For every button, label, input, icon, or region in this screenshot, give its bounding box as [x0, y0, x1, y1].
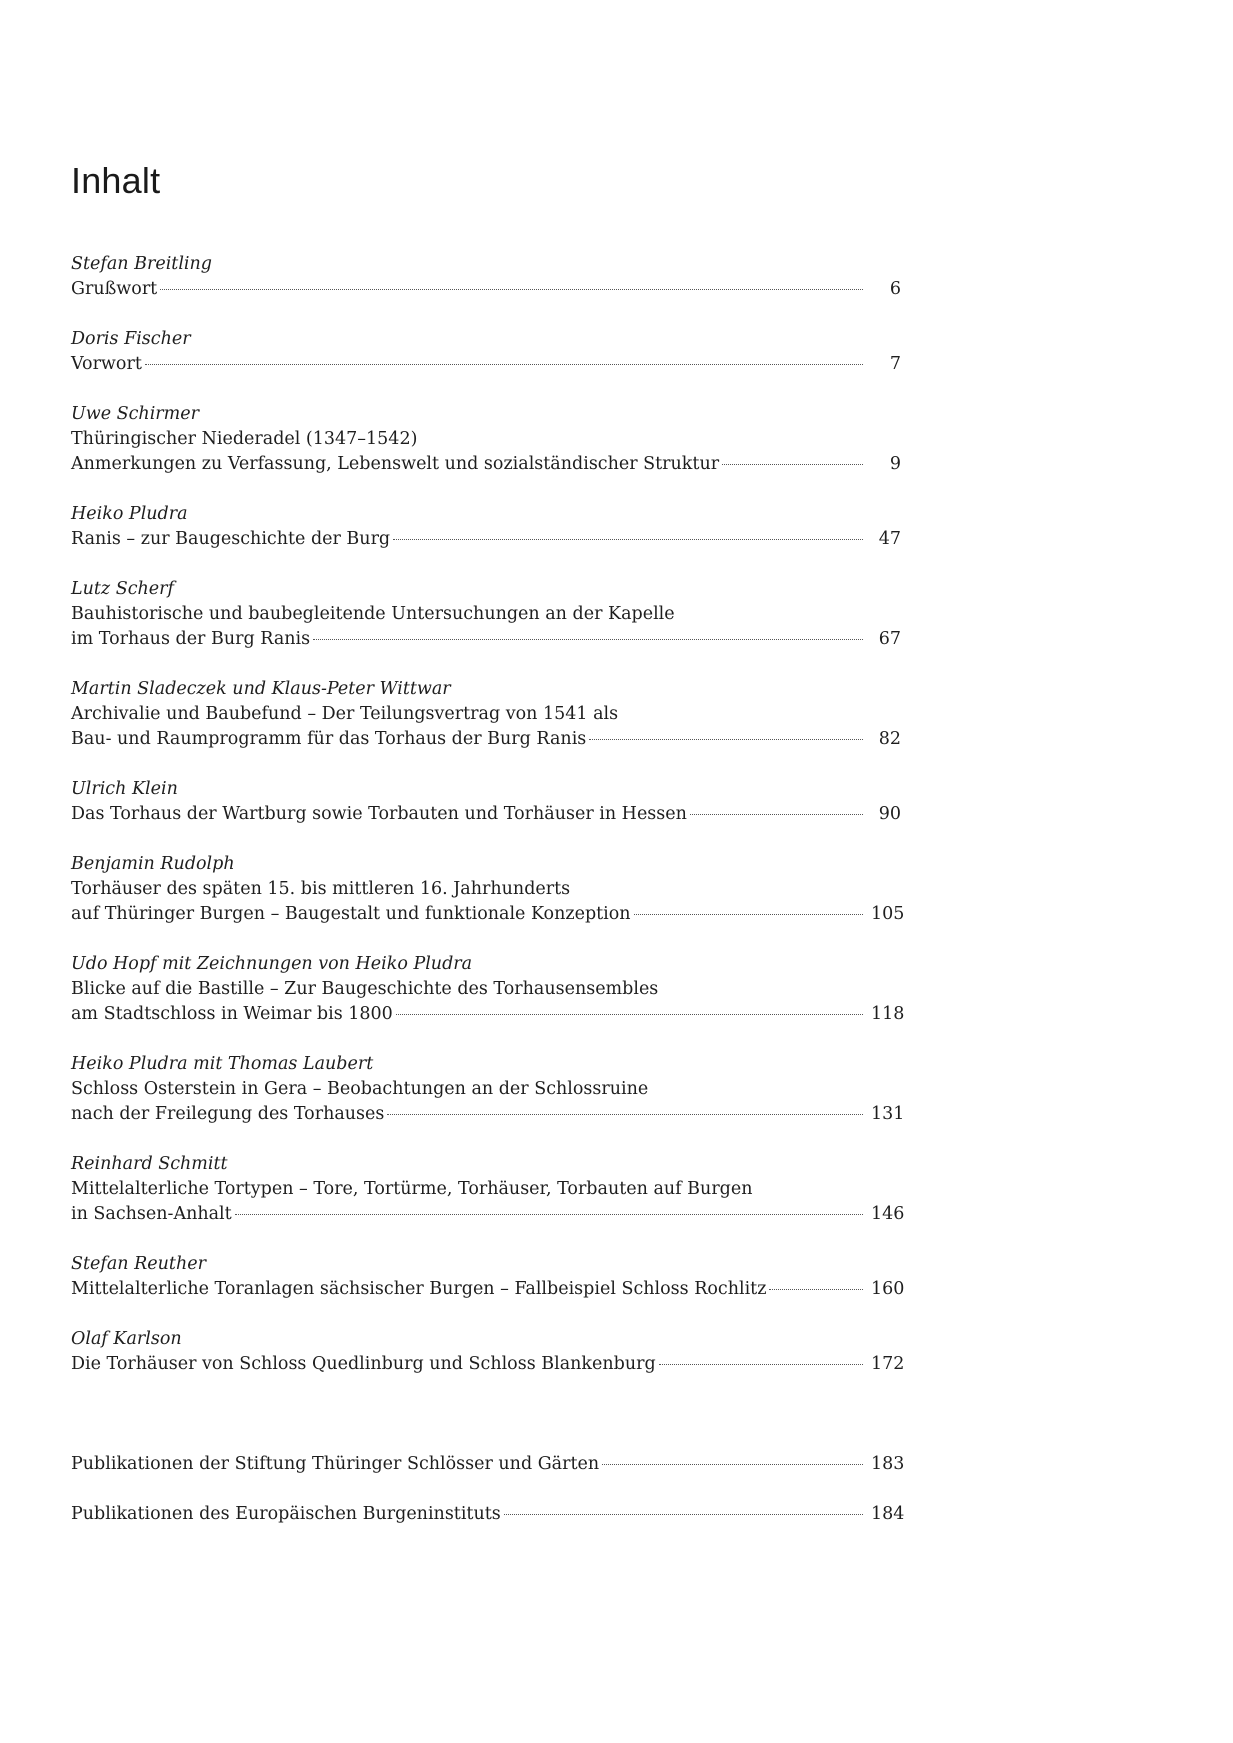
- toc-title-line[interactable]: [71, 277, 901, 302]
- toc-title-line[interactable]: [71, 527, 901, 552]
- publication-title: Publikationen des Europäischen Burgeninstituts: [71, 1504, 501, 1524]
- toc-author: Benjamin Rudolph: [71, 854, 235, 874]
- toc-entry: [71, 502, 901, 577]
- toc-title-line[interactable]: [71, 902, 905, 927]
- dot-leader: [769, 1289, 863, 1290]
- toc-entry: [71, 952, 905, 1052]
- publication-page-number: 184: [871, 1504, 905, 1524]
- toc-title-line[interactable]: [71, 352, 901, 377]
- publication-title: Publikationen der Stiftung Thüringer Schlösser und Gärten: [71, 1454, 600, 1474]
- publication-entry[interactable]: [71, 1452, 905, 1477]
- toc-title-line[interactable]: [71, 1352, 905, 1377]
- toc-title-line[interactable]: [71, 727, 901, 752]
- toc-entry: [71, 1152, 905, 1252]
- toc-page-number: 6: [889, 279, 901, 299]
- toc-page-number: 146: [871, 1204, 905, 1224]
- toc-entry: [71, 677, 901, 777]
- toc-page-number: 131: [871, 1104, 905, 1124]
- toc-page-number: 67: [878, 629, 901, 649]
- toc-title: am Stadtschloss in Weimar bis 1800: [71, 1004, 393, 1024]
- toc-entry: [71, 777, 901, 852]
- toc-page-number: 82: [878, 729, 901, 749]
- toc-title: nach der Freilegung des Torhauses: [71, 1104, 385, 1124]
- toc-title: Grußwort: [71, 279, 158, 299]
- toc-entry: [71, 402, 901, 502]
- toc-title: im Torhaus der Burg Ranis: [71, 629, 311, 649]
- toc-title-line[interactable]: [71, 1202, 905, 1227]
- toc-title-line[interactable]: [71, 452, 901, 477]
- toc-page-number: 118: [871, 1004, 905, 1024]
- toc-title-line[interactable]: [71, 802, 901, 827]
- toc-page-number: 47: [878, 529, 901, 549]
- toc-author: Stefan Reuther: [71, 1254, 206, 1274]
- dot-leader: [602, 1464, 863, 1465]
- toc-author: Heiko Pludra: [71, 504, 188, 524]
- toc-author: Doris Fischer: [71, 329, 191, 349]
- toc-page-number: 90: [878, 804, 901, 824]
- toc-title: auf Thüringer Burgen – Baugestalt und funktionale Konzeption: [71, 904, 631, 924]
- toc-entry: [71, 1052, 905, 1152]
- toc-author: Lutz Scherf: [71, 579, 174, 599]
- toc-author: Heiko Pludra mit Thomas Laubert: [71, 1054, 374, 1074]
- toc-title-line-1: Torhäuser des späten 15. bis mittleren 16. Jahrhunderts: [71, 879, 571, 899]
- page-title: Inhalt: [71, 160, 161, 201]
- dot-leader: [160, 289, 863, 290]
- dot-leader: [393, 539, 863, 540]
- dot-leader: [722, 464, 863, 465]
- toc-entry: [71, 327, 901, 402]
- toc-title-line-1: Thüringischer Niederadel (1347–1542): [71, 429, 418, 449]
- toc-entry: [71, 852, 905, 952]
- toc-title: Die Torhäuser von Schloss Quedlinburg und Schloss Blankenburg: [71, 1354, 656, 1374]
- dot-leader: [145, 364, 863, 365]
- toc-title-line[interactable]: [71, 627, 901, 652]
- toc-entry: [71, 1327, 905, 1402]
- dot-leader: [504, 1514, 863, 1515]
- toc-page-number: 172: [871, 1354, 905, 1374]
- toc-entry: [71, 577, 901, 677]
- toc-title-line-1: Blicke auf die Bastille – Zur Baugeschichte des Torhausensembles: [71, 979, 659, 999]
- toc-title-line-1: Mittelalterliche Tortypen – Tore, Tortürme, Torhäuser, Torbauten auf Burgen: [71, 1179, 753, 1199]
- toc-author: Ulrich Klein: [71, 779, 178, 799]
- toc-title: Ranis – zur Baugeschichte der Burg: [71, 529, 391, 549]
- toc-author: Uwe Schirmer: [71, 404, 199, 424]
- toc-title-line-1: Archivalie und Baubefund – Der Teilungsvertrag von 1541 als: [71, 704, 619, 724]
- toc-entry: [71, 1252, 905, 1327]
- toc-title: Das Torhaus der Wartburg sowie Torbauten und Torhäuser in Hessen: [71, 804, 687, 824]
- dot-leader: [313, 639, 863, 640]
- toc-title: Mittelalterliche Toranlagen sächsischer Burgen – Fallbeispiel Schloss Rochlitz: [71, 1279, 767, 1299]
- toc-title: Bau- und Raumprogramm für das Torhaus der Burg Ranis: [71, 729, 587, 749]
- dot-leader: [659, 1364, 863, 1365]
- dot-leader: [396, 1014, 863, 1015]
- dot-leader: [690, 814, 863, 815]
- toc-title-line-1: Bauhistorische und baubegleitende Untersuchungen an der Kapelle: [71, 604, 675, 624]
- toc-entry: [71, 252, 901, 327]
- dot-leader: [634, 914, 863, 915]
- toc-title-line[interactable]: [71, 1102, 905, 1127]
- toc-author: Reinhard Schmitt: [71, 1154, 228, 1174]
- toc-author: Stefan Breitling: [71, 254, 212, 274]
- toc-page-number: 105: [871, 904, 905, 924]
- dot-leader: [387, 1114, 863, 1115]
- toc-title: Vorwort: [71, 354, 142, 374]
- toc-title: in Sachsen-Anhalt: [71, 1204, 232, 1224]
- toc-page-number: 7: [889, 354, 901, 374]
- dot-leader: [589, 739, 863, 740]
- dot-leader: [235, 1214, 863, 1215]
- toc-author: Udo Hopf mit Zeichnungen von Heiko Pludra: [71, 954, 473, 974]
- toc-author: Olaf Karlson: [71, 1329, 182, 1349]
- publications-list: [71, 1452, 905, 1552]
- toc-title-line-1: Schloss Osterstein in Gera – Beobachtungen an der Schlossruine: [71, 1079, 649, 1099]
- publication-page-number: 183: [871, 1454, 905, 1474]
- toc-title: Anmerkungen zu Verfassung, Lebenswelt und sozialständischer Struktur: [71, 454, 720, 474]
- toc-page-number: 160: [871, 1279, 905, 1299]
- toc-author: Martin Sladeczek und Klaus-Peter Wittwar: [71, 679, 451, 699]
- toc-title-line[interactable]: [71, 1277, 905, 1302]
- toc-page-number: 9: [889, 454, 901, 474]
- publication-entry[interactable]: [71, 1502, 905, 1527]
- table-of-contents: [71, 252, 905, 1402]
- toc-title-line[interactable]: [71, 1002, 905, 1027]
